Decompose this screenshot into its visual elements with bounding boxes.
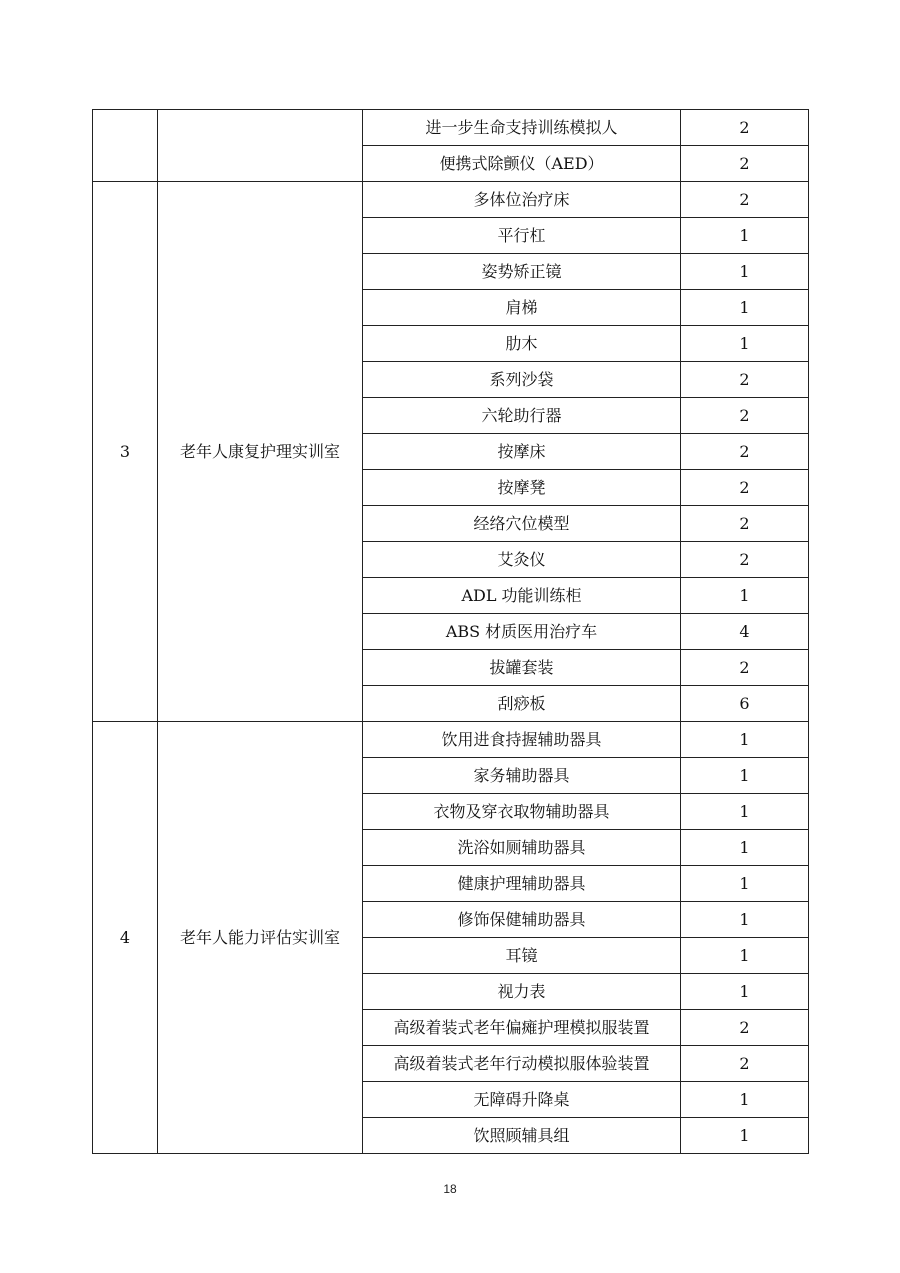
equipment-name-cell: 多体位治疗床 [363, 182, 681, 218]
quantity-cell: 1 [681, 1082, 809, 1118]
equipment-name-cell: 饮用进食持握辅助器具 [363, 722, 681, 758]
equipment-name-cell: 六轮助行器 [363, 398, 681, 434]
equipment-name-cell: 便携式除颤仪（AED） [363, 146, 681, 182]
equipment-name-cell: 刮痧板 [363, 686, 681, 722]
quantity-cell: 1 [681, 254, 809, 290]
quantity-cell: 4 [681, 614, 809, 650]
quantity-cell: 1 [681, 290, 809, 326]
equipment-name-cell: 系列沙袋 [363, 362, 681, 398]
quantity-cell: 2 [681, 542, 809, 578]
equipment-name-cell: 饮照顾辅具组 [363, 1118, 681, 1154]
quantity-cell: 2 [681, 362, 809, 398]
quantity-cell: 1 [681, 794, 809, 830]
page-number: 18 [443, 1182, 457, 1196]
equipment-name-cell: 拔罐套装 [363, 650, 681, 686]
equipment-name-cell: ABS 材质医用治疗车 [363, 614, 681, 650]
quantity-cell: 2 [681, 110, 809, 146]
equipment-name-cell: 肩梯 [363, 290, 681, 326]
quantity-cell: 2 [681, 146, 809, 182]
quantity-cell: 1 [681, 722, 809, 758]
lab-room-cell: 老年人能力评估实训室 [158, 722, 363, 1154]
equipment-name-cell: 家务辅助器具 [363, 758, 681, 794]
equipment-name-cell: 视力表 [363, 974, 681, 1010]
equipment-name-cell: 按摩凳 [363, 470, 681, 506]
quantity-cell: 1 [681, 974, 809, 1010]
quantity-cell: 1 [681, 1118, 809, 1154]
equipment-name-cell: 姿势矫正镜 [363, 254, 681, 290]
quantity-cell: 1 [681, 830, 809, 866]
quantity-cell: 2 [681, 1046, 809, 1082]
quantity-cell: 1 [681, 902, 809, 938]
equipment-table [92, 109, 809, 1154]
equipment-name-cell: 按摩床 [363, 434, 681, 470]
row-number-cell [93, 110, 158, 182]
equipment-name-cell: 艾灸仪 [363, 542, 681, 578]
equipment-name-cell: 经络穴位模型 [363, 506, 681, 542]
quantity-cell: 2 [681, 182, 809, 218]
quantity-cell: 2 [681, 434, 809, 470]
equipment-name-cell: 肋木 [363, 326, 681, 362]
table-row [93, 722, 809, 758]
quantity-cell: 1 [681, 866, 809, 902]
equipment-name-cell: 健康护理辅助器具 [363, 866, 681, 902]
quantity-cell: 1 [681, 758, 809, 794]
table-row [93, 182, 809, 218]
equipment-name-cell: 高级着装式老年行动模拟服体验装置 [363, 1046, 681, 1082]
quantity-cell: 2 [681, 506, 809, 542]
quantity-cell: 2 [681, 398, 809, 434]
equipment-name-cell: 平行杠 [363, 218, 681, 254]
equipment-name-cell: 高级着装式老年偏瘫护理模拟服装置 [363, 1010, 681, 1046]
quantity-cell: 2 [681, 1010, 809, 1046]
equipment-name-cell: 修饰保健辅助器具 [363, 902, 681, 938]
equipment-name-cell: 耳镜 [363, 938, 681, 974]
quantity-cell: 1 [681, 578, 809, 614]
table-row [93, 110, 809, 146]
quantity-cell: 1 [681, 326, 809, 362]
quantity-cell: 1 [681, 218, 809, 254]
quantity-cell: 2 [681, 470, 809, 506]
equipment-name-cell: 无障碍升降桌 [363, 1082, 681, 1118]
quantity-cell: 2 [681, 650, 809, 686]
equipment-name-cell: 衣物及穿衣取物辅助器具 [363, 794, 681, 830]
lab-room-cell: 老年人康复护理实训室 [158, 182, 363, 722]
quantity-cell: 1 [681, 938, 809, 974]
equipment-name-cell: 洗浴如厕辅助器具 [363, 830, 681, 866]
row-number-cell: 3 [93, 182, 158, 722]
equipment-table-body [93, 110, 809, 1154]
row-number-cell: 4 [93, 722, 158, 1154]
quantity-cell: 6 [681, 686, 809, 722]
lab-room-cell [158, 110, 363, 182]
equipment-name-cell: ADL 功能训练柜 [363, 578, 681, 614]
equipment-name-cell: 进一步生命支持训练模拟人 [363, 110, 681, 146]
